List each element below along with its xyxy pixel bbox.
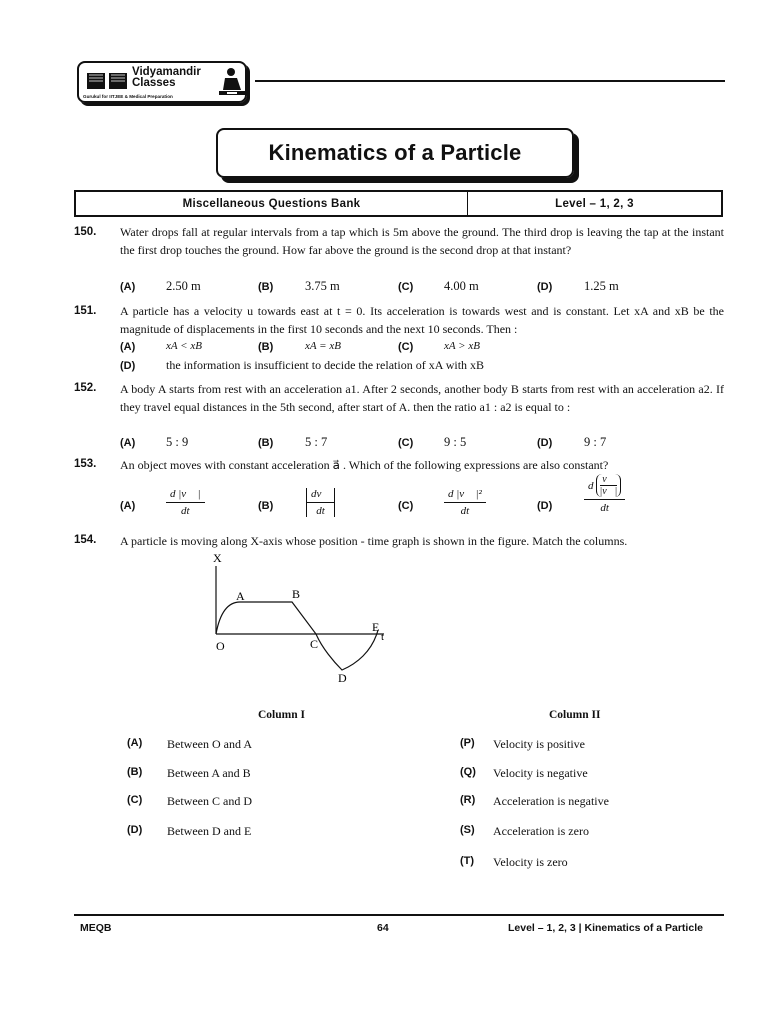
option-label: (A) — [120, 437, 136, 449]
question-text: Water drops fall at regular intervals from a tap which is 5m above the ground. The third drop is leaving the tap at the instant the first drop touches the ground. How far above the ground is the second drop at that instant? — [120, 225, 724, 258]
level-label: Level – 1, 2, 3 — [555, 197, 634, 210]
option-label: (A) — [120, 500, 136, 512]
option-label: (B) — [258, 500, 274, 512]
page-title: Kinematics of a Particle — [268, 140, 522, 165]
point-c-label: C — [310, 637, 319, 651]
option-value: 9 : 7 — [584, 435, 607, 449]
fraction-expression: d |v⃗ | dt — [166, 488, 205, 517]
option-label: (C) — [398, 500, 414, 512]
option-value: 5 : 9 — [166, 435, 189, 449]
column-ii-label: (Q) — [460, 766, 476, 778]
column-i-label: (C) — [127, 794, 143, 806]
option-value: xA = xB — [305, 340, 341, 352]
question-text: An object moves with constant acceleration a⃗ . Which of the following expressions are also constant? — [120, 458, 609, 472]
column-i-item: Between O and A — [167, 737, 252, 751]
column-i-item: Between A and B — [167, 766, 251, 780]
question-text: A body A starts from rest with an acceleration a1. After 2 seconds, another body B starts from rest with an acceleration a2. If they travel equal distances in the 5th second, after start of A. then the ratio a1 : a2 is equal to : — [120, 382, 724, 415]
fraction-expression: d v⃗ |v⃗| dt — [584, 474, 625, 514]
column-ii-item: Velocity is zero — [493, 855, 568, 869]
question-number: 154. — [74, 534, 97, 546]
column-i-title: Column I — [258, 709, 305, 721]
question-text: A particle is moving along X-axis whose position - time graph is shown in the figure. Match the columns. — [120, 534, 628, 548]
point-a-label: A — [236, 589, 245, 603]
option-value: xA > xB — [444, 340, 480, 352]
logo-tagline: Gurukul for IITJEE & Medical Preparation — [83, 94, 173, 99]
option-value: 3.75 m — [305, 279, 340, 293]
question-number: 150. — [74, 226, 97, 238]
book-icon — [85, 69, 129, 91]
option-label: (B) — [258, 341, 274, 353]
option-label: (D) — [537, 500, 553, 512]
fraction-expression: d |v⃗ |² dt — [444, 488, 486, 517]
logo — [77, 61, 247, 103]
column-ii-label: (R) — [460, 794, 476, 806]
column-i-label: (B) — [127, 766, 143, 778]
column-ii-title: Column II — [549, 709, 601, 721]
option-label: (C) — [398, 281, 414, 293]
column-i-item: Between C and D — [167, 794, 252, 808]
option-value: 1.25 m — [584, 279, 619, 293]
column-i-label: (D) — [127, 824, 143, 836]
option-label: (D) — [537, 281, 553, 293]
point-d-label: D — [338, 671, 347, 685]
question-number: 151. — [74, 305, 97, 317]
point-b-label: B — [292, 587, 301, 601]
x-axis-label: X — [213, 551, 222, 565]
column-i-item: Between D and E — [167, 824, 252, 838]
column-ii-item: Velocity is positive — [493, 737, 585, 751]
option-label: (C) — [398, 341, 414, 353]
option-label: (A) — [120, 341, 136, 353]
option-label: (B) — [258, 437, 274, 449]
question-text: A particle has a velocity u towards east at t = 0. Its acceleration is towards west and is constant. Let xA and xB be the magnitude of displacements in the first 10 seconds and the next 10 seconds. Then : — [120, 304, 724, 337]
option-label: (D) — [537, 437, 553, 449]
t-axis-label: t — [381, 631, 385, 643]
option-value: 5 : 7 — [305, 435, 328, 449]
option-label: (B) — [258, 281, 274, 293]
column-ii-label: (P) — [460, 737, 475, 749]
fraction-expression: dv⃗ dt — [306, 488, 335, 517]
column-ii-item: Acceleration is zero — [493, 824, 589, 838]
section-band — [74, 190, 723, 217]
option-value: 4.00 m — [444, 279, 479, 293]
position-curve — [216, 602, 378, 670]
option-value: 2.50 m — [166, 279, 201, 293]
position-time-graph — [200, 548, 400, 688]
header-rule — [255, 80, 725, 82]
footer-rule — [74, 914, 724, 916]
option-value: the information is insufficient to decide the relation of xA with xB — [166, 358, 485, 372]
title-box — [216, 128, 574, 178]
question-number: 153. — [74, 458, 97, 470]
logo-name: Vidyamandir Classes — [132, 66, 201, 89]
column-ii-item: Acceleration is negative — [493, 794, 609, 808]
column-ii-item: Velocity is negative — [493, 766, 588, 780]
section-name: Miscellaneous Questions Bank — [76, 192, 468, 215]
page-number: 64 — [377, 922, 389, 934]
option-value: 9 : 5 — [444, 435, 467, 449]
origin-label: O — [216, 639, 225, 653]
column-ii-label: (T) — [460, 855, 475, 867]
column-i-label: (A) — [127, 737, 143, 749]
option-value: xA < xB — [166, 340, 202, 352]
student-reading-icon — [219, 66, 245, 98]
footer-chapter: Level – 1, 2, 3 | Kinematics of a Particle — [508, 922, 703, 934]
point-e-label: E — [372, 620, 380, 634]
option-label: (C) — [398, 437, 414, 449]
option-label: (D) — [120, 360, 136, 372]
footer-code: MEQB — [80, 922, 112, 934]
option-label: (A) — [120, 281, 136, 293]
question-number: 152. — [74, 382, 97, 394]
column-ii-label: (S) — [460, 824, 475, 836]
